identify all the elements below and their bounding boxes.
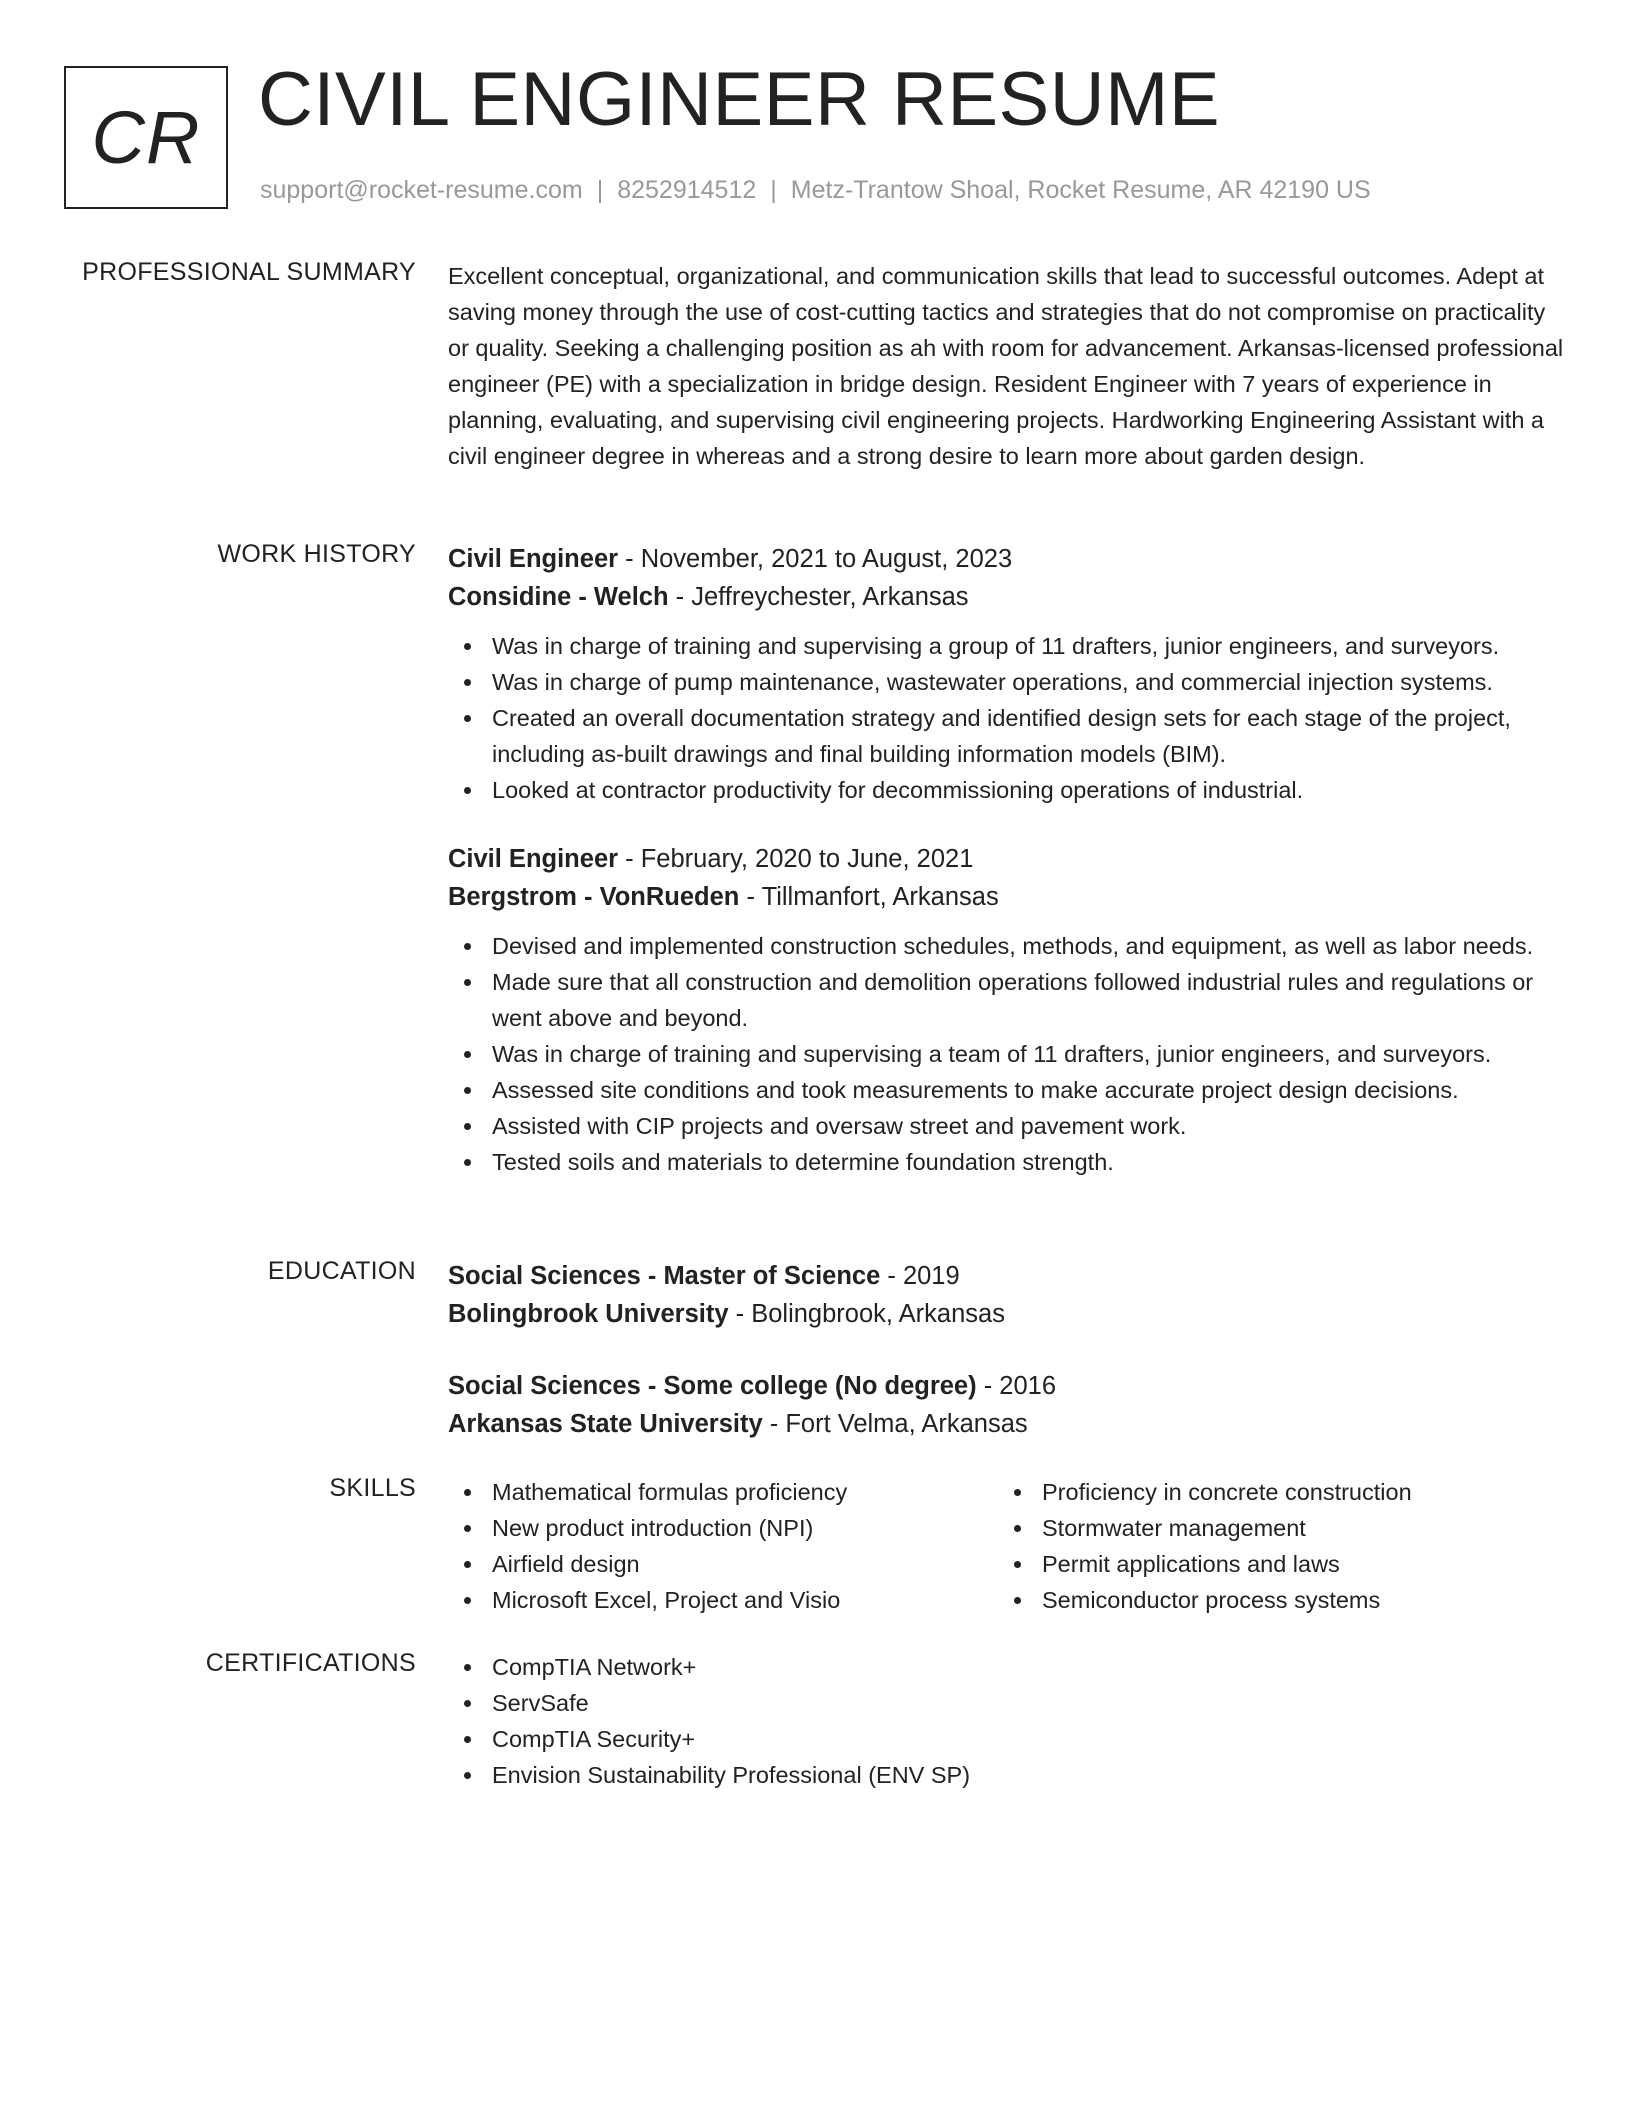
job-company: Bergstrom - VonRueden xyxy=(448,883,740,911)
list-item: Envision Sustainability Professional (ENV SP) xyxy=(448,1757,1568,1793)
list-item: Made sure that all construction and demolition operations followed industrial rules and regulations or went above and beyond. xyxy=(448,964,1568,1036)
skills-grid xyxy=(448,1474,1568,1618)
education-body xyxy=(448,1257,1568,1443)
degree-year: - 2019 xyxy=(880,1262,960,1290)
school: Arkansas State University xyxy=(448,1410,763,1438)
job-company: Considine - Welch xyxy=(448,583,669,611)
job-title-line xyxy=(448,840,1568,878)
job-dates: - February, 2020 to June, 2021 xyxy=(618,845,974,873)
certifications-list xyxy=(448,1649,1568,1793)
contact-separator: | xyxy=(596,176,604,204)
job-title: Civil Engineer xyxy=(448,845,619,873)
contact-phone: 8252914512 xyxy=(617,176,757,204)
contact-email: support@rocket-resume.com xyxy=(260,176,583,204)
list-item: ServSafe xyxy=(448,1685,1568,1721)
list-item: Was in charge of training and supervising a team of 11 drafters, junior engineers, and surveyors. xyxy=(448,1036,1568,1072)
list-item: New product introduction (NPI) xyxy=(448,1510,998,1546)
skills-column-right xyxy=(998,1474,1548,1618)
certifications-body xyxy=(448,1649,1568,1793)
job-entry xyxy=(448,840,1568,1180)
list-item: Tested soils and materials to determine foundation strength. xyxy=(448,1144,1568,1180)
list-item: Assessed site conditions and took measurements to make accurate project design decisions. xyxy=(448,1072,1568,1108)
list-item: Was in charge of training and supervising a group of 11 drafters, junior engineers, and surveyors. xyxy=(448,628,1568,664)
degree: Social Sciences - Some college (No degree) xyxy=(448,1372,977,1400)
skills-heading: SKILLS xyxy=(329,1474,416,1502)
job-entry xyxy=(448,540,1568,808)
work-history-heading: WORK HISTORY xyxy=(217,540,416,568)
degree-line xyxy=(448,1367,1568,1405)
job-company-line xyxy=(448,878,1568,916)
list-item: Permit applications and laws xyxy=(998,1546,1548,1582)
school-location: - Fort Velma, Arkansas xyxy=(762,1410,1028,1438)
list-item: Mathematical formulas proficiency xyxy=(448,1474,998,1510)
school-location: - Bolingbrook, Arkansas xyxy=(728,1300,1005,1328)
job-location: - Jeffreychester, Arkansas xyxy=(668,583,969,611)
list-item: Airfield design xyxy=(448,1546,998,1582)
summary-heading: PROFESSIONAL SUMMARY xyxy=(82,258,416,286)
degree-year: - 2016 xyxy=(976,1372,1056,1400)
degree-line xyxy=(448,1257,1568,1295)
job-bullets xyxy=(448,628,1568,808)
list-item: Devised and implemented construction schedules, methods, and equipment, as well as labor needs. xyxy=(448,928,1568,964)
degree: Social Sciences - Master of Science xyxy=(448,1262,881,1290)
list-item: Proficiency in concrete construction xyxy=(998,1474,1548,1510)
job-title: Civil Engineer xyxy=(448,545,619,573)
list-item: Assisted with CIP projects and oversaw street and pavement work. xyxy=(448,1108,1568,1144)
list-item: Was in charge of pump maintenance, wastewater operations, and commercial injection systems. xyxy=(448,664,1568,700)
job-title-line xyxy=(448,540,1568,578)
school-line xyxy=(448,1295,1568,1333)
work-history-body xyxy=(448,540,1568,1180)
education-entry xyxy=(448,1367,1568,1443)
page-title: CIVIL ENGINEER RESUME xyxy=(258,57,1221,142)
education-entry xyxy=(448,1257,1568,1333)
school: Bolingbrook University xyxy=(448,1300,729,1328)
contact-address: Metz-Trantow Shoal, Rocket Resume, AR 42190 US xyxy=(790,176,1371,204)
job-bullets xyxy=(448,928,1568,1180)
list-item: CompTIA Network+ xyxy=(448,1649,1568,1685)
list-item: Microsoft Excel, Project and Visio xyxy=(448,1582,998,1618)
list-item: Created an overall documentation strategy and identified design sets for each stage of the project, including as-built drawings and final building information models (BIM). xyxy=(448,700,1568,772)
contact-line xyxy=(260,176,1371,205)
contact-separator: | xyxy=(770,176,777,204)
school-line xyxy=(448,1405,1568,1443)
education-heading: EDUCATION xyxy=(267,1257,416,1285)
job-dates: - November, 2021 to August, 2023 xyxy=(618,545,1013,573)
monogram-logo: CR xyxy=(64,66,228,209)
skills-column-left xyxy=(448,1474,998,1618)
list-item: Looked at contractor productivity for decommissioning operations of industrial. xyxy=(448,772,1568,808)
list-item: CompTIA Security+ xyxy=(448,1721,1568,1757)
summary-text: Excellent conceptual, organizational, and communication skills that lead to successful outcomes. Adept at saving money through the use of cost-cutting tactics and strategies that do not compromise on practicality or quality. Seeking a challenging position as ah with room for advancement. Arkansas-licensed professional engineer (PE) with a specialization in bridge design. Resident Engineer with 7 years of experience in planning, evaluating, and supervising civil engineering projects. Hardworking Engineering Assistant with a civil engineer degree in whereas and a strong desire to learn more about garden design. xyxy=(448,263,1564,469)
certifications-heading: CERTIFICATIONS xyxy=(205,1649,416,1677)
list-item: Semiconductor process systems xyxy=(998,1582,1548,1618)
job-location: - Tillmanfort, Arkansas xyxy=(739,883,999,911)
job-company-line xyxy=(448,578,1568,616)
list-item: Stormwater management xyxy=(998,1510,1548,1546)
